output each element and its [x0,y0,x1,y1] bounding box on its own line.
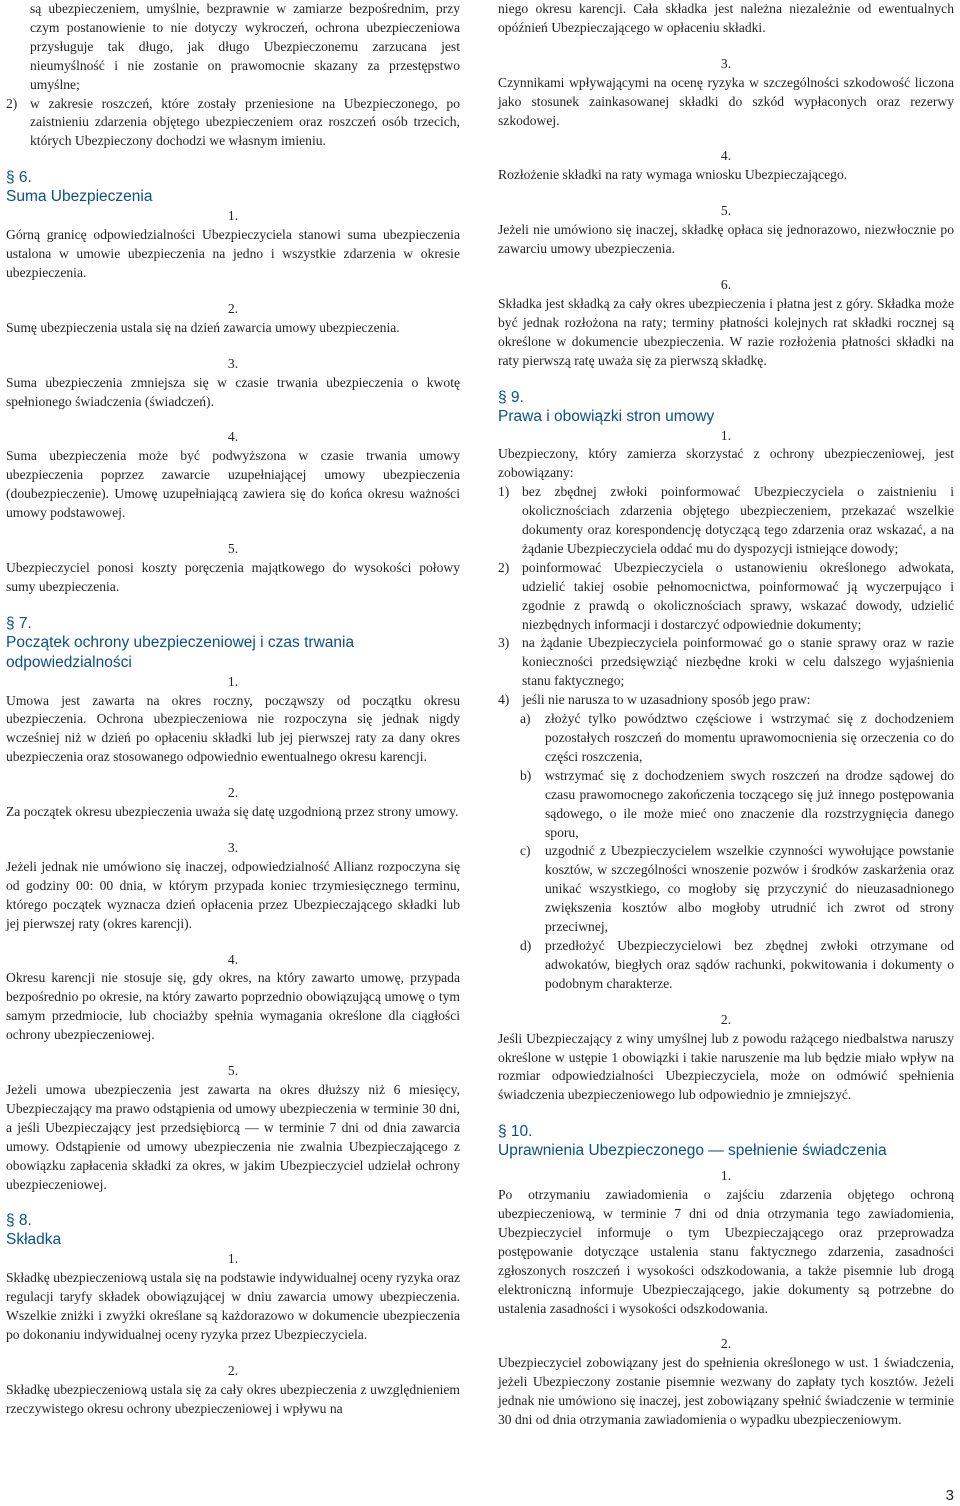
paragraph: Górną granicę odpowiedzialności Ubezpieczyciela stanowi suma ubezpieczenia ustalona w umowie ubezpieczenia na jedno i wszystkie zdarzenia w okresie ubezpieczenia. [6,227,460,280]
list-item: 1) bez zbędnej zwłoki poinformować Ubezpieczyciela o zaistnieniu i okolicznościach zdarzenia objętego ubezpieczeniem, przekazać wszelkie dokumenty oraz korespondencję dotyczącą tego zdarzenia oraz wskazać, a na żądanie Ubezpieczyciela oddać mu do dyspozycji istniejące dowody; [498,484,954,556]
sub-list-item: c) uzgodnić z Ubezpieczycielem wszelkie czynności wywołujące powstanie kosztów, w szczególności wnoszenie pozwów i środków zaskarżenia oraz unikać wszystkiego, co mogłoby się przyczynić do nieuzasadnionego zwiększenia kosztów albo mogłoby utrudnić ich zwrot od strony przeciwnej, [520,843,954,935]
paragraph-number: 4. [720,148,732,164]
paragraph-number: 2. [720,1336,732,1352]
left-column [6,0,460,1419]
page-number: 3 [945,1487,954,1504]
paragraph-number: 1. [720,1168,732,1184]
section-10-title: Uprawnienia Ubezpieczonego — spełnienie świadczenia [498,1142,887,1160]
paragraph: Jeżeli nie umówiono się inaczej, składkę opłaca się jednorazowo, niezwłocznie po zawarciu umowy ubezpieczenia. [498,222,954,257]
paragraph-number: 5. [227,1063,239,1079]
paragraph: Rozłożenie składki na raty wymaga wniosku Ubezpieczającego. [498,167,848,183]
section-10-number: § 10. [498,1123,533,1141]
paragraph: Okresu karencji nie stosuje się, gdy okres, na który zawarto umowę, przypada bezpośrednio po okresie, na który zawarto poprzednio obowiązującą umowę o tym samym przedmiocie, lub chociażby spełnia wymagania określone dla ciągłości ochrony ubezpieczeniowej. [6,970,460,1043]
section-8-title: Składka [6,1231,62,1249]
list-item: 3) na żądanie Ubezpieczyciela poinformować go o stanie sprawy oraz w razie konieczności przedsięwziąć niezbędne kroki w celu dalszego wyjaśnienia stanu faktycznego; [498,635,954,689]
section-6-title: Suma Ubezpieczenia [6,188,153,206]
paragraph-number: 1. [227,673,239,689]
list-item: 2) w zakresie roszczeń, które zostały przeniesione na Ubezpieczonego, po zaistnieniu zdarzenia objętego ubezpieczeniem oraz roszczeń osób trzecich, których Ubezpieczony dochodzi we własnym imieniu. [6,95,460,149]
paragraph-number: 1. [227,1251,239,1267]
paragraph-number: 4. [227,429,239,445]
paragraph-number: 3. [227,355,239,371]
paragraph: Suma ubezpieczenia może być podwyższona w czasie trwania umowy ubezpieczenia poprzez zawarcie uzupełniającej umowy ubezpieczenia (doubezpieczenie). Umowę uzupełniającą zawiera się do końca okresu ważności umowy podstawowej. [6,448,460,521]
paragraph-number: 1. [227,208,239,224]
paragraph: Składka jest składką za cały okres ubezpieczenia i płatna jest z góry. Składka może być jednak rozłożona na raty; terminy płatności kolejnych rat składki rocznej są określone w dokumencie ubezpieczenia. W razie rozłożenia płatności składki na raty pierwszą ratę uważa się za pierwszą składkę. [498,295,954,368]
section-9-title: Prawa i obowiązki stron umowy [498,407,715,425]
paragraph-number: 5. [227,540,239,556]
paragraph: Ubezpieczyciel zobowiązany jest do spełnienia określonego w ust. 1 świadczenia, jeżeli Ubezpieczony zostanie pisemnie wezwany do zapłaty tych kosztów. Jeżeli jednak nie umówiono się inaczej, jest zobowiązany spełnić świadczenie w terminie 30 dni od dnia otrzymania zawiadomienia o wypadku ubezpieczeniowym. [498,1355,954,1428]
paragraph-number: 2. [227,1362,239,1378]
sub-list-item: a) złożyć tylko powództwo częściowe i wstrzymać się z dochodzeniem pozostałych roszczeń do momentu uprawomocnienia się orzeczenia co do części roszczenia, [520,711,954,764]
list-item: 4) jeśli nie narusza to w uzasadniony sposób jego praw: [498,692,811,708]
section-6-number: § 6. [6,169,32,187]
paragraph-continuation: niego okresu karencji. Cała składka jest należna niezależnie od ewentualnych opóźnień Ubezpieczającego w opłaceniu składki. [498,1,954,35]
paragraph-number: 2. [720,1011,732,1027]
paragraph: Sumę ubezpieczenia ustala się na dzień zawarcia umowy ubezpieczenia. [6,319,400,335]
right-column [498,0,954,1430]
paragraph-number: 6. [720,276,732,292]
paragraph-number: 4. [227,951,239,967]
paragraph-number: 2. [227,785,239,801]
paragraph: Składkę ubezpieczeniową ustala się na podstawie indywidualnej oceny ryzyka oraz regulacji taryfy składek obowiązującej w dniu zawarcia umowy ubezpieczenia. Wszelkie zniżki i zwyżki określane są każdorazowo w dokumencie ubezpieczenia po dokonaniu indywidualnej oceny ryzyka przez Ubezpieczyciela. [6,1270,460,1343]
paragraph-number: 3. [227,840,239,855]
section-9-number: § 9. [498,388,524,406]
paragraph: Po otrzymaniu zawiadomienia o zajściu zdarzenia objętego ochroną ubezpieczeniową, w terminie 7 dni od dnia otrzymania tego zawiadomienia, Ubezpieczyciel informuje o tym Ubezpieczającego oraz przeprowadza postępowanie dotyczące ustalenia stanu faktycznego zdarzenia, zasadności zgłoszonych roszczeń i wysokości odszkodowania, a także pisemnie lub drogą elektroniczną informuje Ubezpieczającego, jakie dokumenty są potrzebne do ustalenia zasadności i wysokości odszkodowania. [498,1187,954,1316]
paragraph: Czynnikami wpływającymi na ocenę ryzyka w szczególności szkodowość liczona jako stosunek zainkasowanej składki do szkód wypłaconych oraz rezerwy szkodowej. [498,74,954,128]
paragraph: Ubezpieczyciel ponosi koszty poręczenia majątkowego do wysokości połowy sumy ubezpieczenia. [6,559,460,594]
paragraph: Jeżeli jednak nie umówiono się inaczej, odpowiedzialność Allianz rozpoczyna się od godziny 00: 00 dnia, w którym przypada koniec trzymiesięcznego terminu, którego początek wyznacza dzień opłacenia przez Ubezpieczającego składki lub jej pierwszej raty (okres karencji). [6,858,460,931]
paragraph-number: 1. [720,427,732,443]
intro-continuation: są ubezpieczeniem, umyślnie, bezprawnie w zamiarze bezpośrednim, przy czym postanowienie to nie dotyczy wykroczeń, ochrona ubezpieczeniowa przysługuje tak długo, jak długo Ubezpieczonemu zarzucana jest nieumyślność i nie zostanie on prawomocnie skazany za przestępstwo umyślne; [30,1,460,92]
paragraph-number: 3. [720,55,732,71]
paragraph: Ubezpieczony, który zamierza skorzystać z ochrony ubezpieczeniowej, jest zobowiązany: [498,446,954,481]
sub-list-item: b) wstrzymać się z dochodzeniem swych roszczeń na drodze sądowej do czasu prawomocnego zakończenia toczącego się już innego postępowania sądowego, o ile może mieć ono znaczenie dla rozstrzygnięcia danego sporu, [520,767,954,840]
paragraph-number: 2. [227,300,239,316]
paragraph: Jeśli Ubezpieczający z winy umyślnej lub z powodu rażącego niedbalstwa naruszy określone w ustępie 1 obowiązki i takie naruszenie ma lub będzie miało wpływ na rozmiar odpowiedzialności Ubezpieczyciela, może on odmówić spełnienia świadczenia ubezpieczeniowego lub odpowiednio je zmniejszyć. [498,1030,954,1103]
section-7-title: Początek ochrony ubezpieczeniowej i czas trwania odpowiedzialności [6,633,355,671]
section-8-number: § 8. [6,1212,32,1230]
sub-list-item: d) przedłożyć Ubezpieczycielowi bez zbędnej zwłoki otrzymane od adwokatów, biegłych oraz sądów rachunki, pokwitowania i dokumenty o podobnym charakterze. [520,937,954,991]
paragraph: Składkę ubezpieczeniową ustala się za cały okres ubezpieczenia z uwzględnieniem rzeczywistego okresu ochrony ubezpieczeniowej i wpływu na [6,1381,460,1416]
paragraph: Umowa jest zawarta na okres roczny, począwszy od początku okresu ubezpieczenia. Ochrona ubezpieczeniowa nie rozpoczyna się jednak nigdy wcześniej niż w dzień po opłaceniu składki lub jej pierwszej raty za dany okres ubezpieczenia oraz stosowanego odpowiednio ewentualnego okresu karencji. [6,692,460,765]
list-item: 2) poinformować Ubezpieczyciela o ustanowieniu określonego adwokata, udzielić takiej osobie pełnomocnictwa, poinformować ją wyczerpująco i zgodnie z prawdą o okolicznościach sprawy, wskazać dowody, udzielić niezbędnych informacji i dostarczyć odpowiednie dokumenty; [498,559,954,632]
paragraph: Za początek okresu ubezpieczenia uważa się datę uzgodnioną przez strony umowy. [6,804,459,820]
paragraph: Suma ubezpieczenia zmniejsza się w czasie trwania ubezpieczenia o kwotę spełnionego świadczenia (świadczeń). [6,374,460,409]
paragraph: Jeżeli umowa ubezpieczenia jest zawarta na okres dłuższy niż 6 miesięcy, Ubezpieczający ma prawo odstąpienia od umowy ubezpieczenia w terminie 30 dni, a jeśli Ubezpieczający jest przedsiębiorcą — w terminie 7 dni od dnia zawarcia umowy. Odstąpienie od umowy ubezpieczenia nie zwalnia Ubezpieczającego z obowiązku zapłacenia składki za okres, w jakim Ubezpieczyciel udzielał ochrony ubezpieczeniowej. [6,1081,460,1192]
paragraph-number: 5. [720,203,732,219]
section-7-number: § 7. [6,614,32,632]
